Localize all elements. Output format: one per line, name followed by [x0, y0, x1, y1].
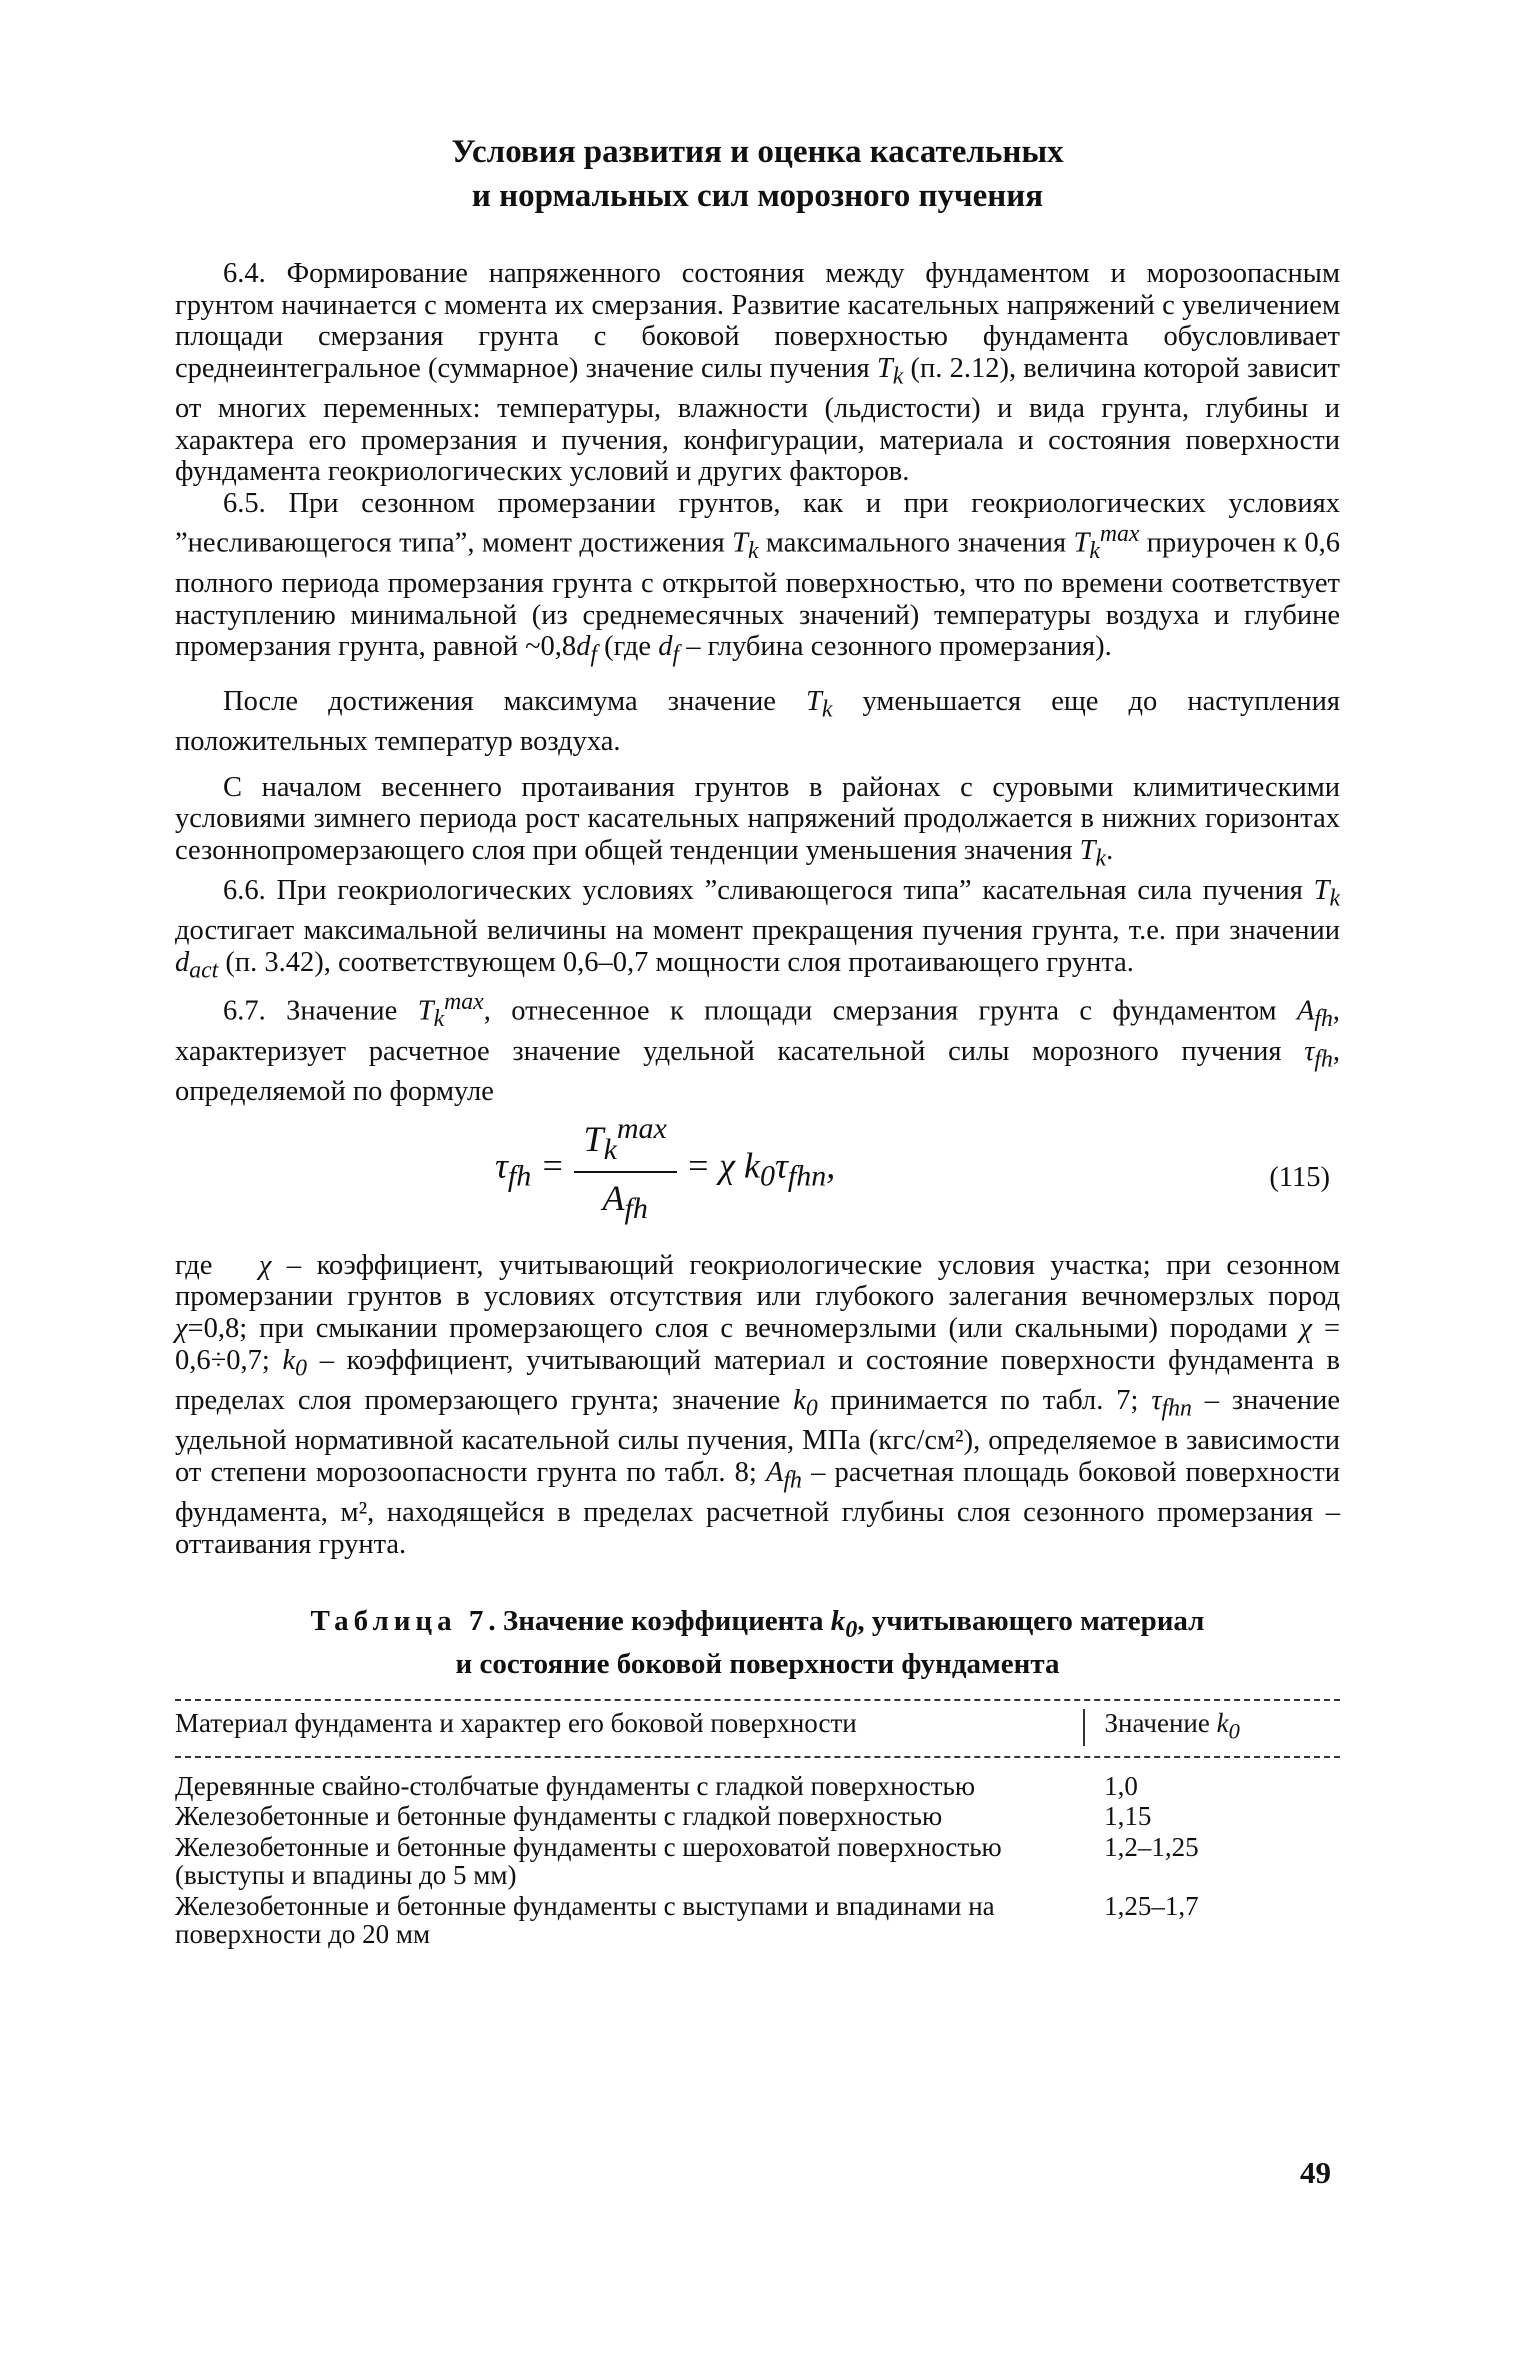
section-title	[175, 130, 1340, 218]
row-value: 1,15	[1104, 1801, 1152, 1832]
column-header-value: Значение $k_0$	[1083, 1709, 1340, 1746]
title-line-1: Условия развития и оценка касательных	[451, 134, 1064, 170]
formula-body: $\tau_{fh}$ = $\frac{T_k^{max}}{A_{fh}}$ = χ $k_0\tau_{fhn}$,	[495, 1111, 836, 1226]
paragraph-6-5-after-max: После достижения максимума значение $T_k$ уменьшается еще до наступления положительных температур воздуха.	[175, 685, 1341, 757]
table-row	[175, 1833, 1340, 1890]
row-value: 1,0	[1104, 1770, 1138, 1801]
row-material: Железобетонные и бетонные фундаменты с выступами и впадинами на поверхности до 20 мм	[175, 1890, 995, 1950]
table-7-caption: Таблица 7. Значение коэффициента $k_0$, учитывающего материал и состояние боковой поверхности фундамента	[310, 1605, 1205, 1681]
formula-115	[175, 1112, 1340, 1240]
column-header-material: Материал фундамента и характер его боковой поверхности	[175, 1708, 857, 1739]
row-value: 1,25–1,7	[1104, 1890, 1199, 1921]
formula-number: (115)	[1269, 1161, 1330, 1193]
table-row	[175, 1772, 1340, 1801]
paragraph-6-5: 6.5. При сезонном промерзании грунтов, как и при геокриологических условиях ”несливающегося типа”, момент достижения $T_k$ максимального значения $T_k^{max}$ приурочен к 0,6 полного периода промерзания грунта с открытой поверхностью, что по времени соответствует наступлению минимальной (из среднемесячных значений) температуры воздуха и глубине промерзания грунта, равной $\sim 0,8d_f$ (где $d_f$ – глубина сезонного промерзания).	[175, 487, 1341, 669]
paragraph-6-6: 6.6. При геокриологических условиях ”сливающегося типа” касательная сила пучения $T_k$ достигает максимальной величины на момент прекращения пучения грунта, т.е. при значении $d_{act}$ (п. 3.42), соответствующем 0,6–0,7 мощности слоя протаивающего грунта.	[175, 875, 1341, 984]
table-header	[175, 1699, 1340, 1758]
row-material: Деревянные свайно-столбчатые фундаменты с гладкой поверхностью	[175, 1770, 976, 1801]
row-material: Железобетонные и бетонные фундаменты с шероховатой поверхностью (выступы и впадины до 5 мм)	[175, 1831, 1002, 1891]
page-content	[175, 130, 1340, 1951]
row-value: 1,2–1,25	[1104, 1831, 1199, 1862]
paragraph-6-4: 6.4. Формирование напряженного состояния между фундаментом и морозоопасным грунтом начинается с момента их смерзания. Развитие касательных напряжений с увеличением площади смерзания грунта с боковой поверхностью фундамента обусловливает среднеинтегральное (суммарное) значение силы пучения $T_k$ (п. 2.12), величина которой зависит от многих переменных: температуры, влажности (льдистости) и вида грунта, глубины и характера его промерзания и пучения, конфигурации, материала и состояния поверхности фундамента геокриологических условий и других факторов.	[175, 258, 1340, 488]
row-material: Железобетонные и бетонные фундаменты с гладкой поверхностью	[175, 1801, 943, 1832]
title-line-2: и нормальных сил морозного пучения	[471, 178, 1044, 214]
table-row	[175, 1892, 1340, 1949]
paragraph-6-5-spring-thaw: С началом весеннего протаивания грунтов в районах с суровыми климитическими условиями зимнего периода рост касательных напряжений продолжается в нижних горизонтах сезоннопромерзающего слоя при общей тенденции уменьшения значения $T_k$.	[175, 771, 1340, 872]
paragraph-6-7: 6.7. Значение $T_k^{max}$, отнесенное к площади смерзания грунта с фундаментом $A_{fh}$, характеризует расчетное значение удельной касательной силы морозного пучения $\tau_{fh}$, определяемой по формуле	[175, 989, 1341, 1108]
table-7	[175, 1699, 1340, 1949]
page-number: 49	[1300, 2155, 1331, 2190]
table-row	[175, 1802, 1340, 1831]
formula-fraction: $\frac{T_k^{max}}{A_{fh}}$	[574, 1112, 677, 1226]
formula-legend: где χ – коэффициент, учитывающий геокриологические условия участка; при сезонном промерзании грунтов в условиях отсутствия или глубокого залегания вечномерзлых пород χ=0,8; при смыкании промерзающего слоя с вечномерзлыми (или скальными) породами χ = 0,6÷0,7; $k_0$ – коэффициент, учитывающий материал и состояние поверхности фундамента в пределах слоя промерзающего грунта; значение $k_0$ принимается по табл. 7; $\tau_{fhn}$ – значение удельной нормативной касательной силы пучения, МПа (кгс/см²), определяемое в зависимости от степени морозоопасности грунта по табл. 8; $A_{fh}$ – расчетная площадь боковой поверхности фундамента, м², находящейся в пределах расчетной глубины слоя сезонного промерзания – оттаивания грунта.	[175, 1249, 1341, 1560]
